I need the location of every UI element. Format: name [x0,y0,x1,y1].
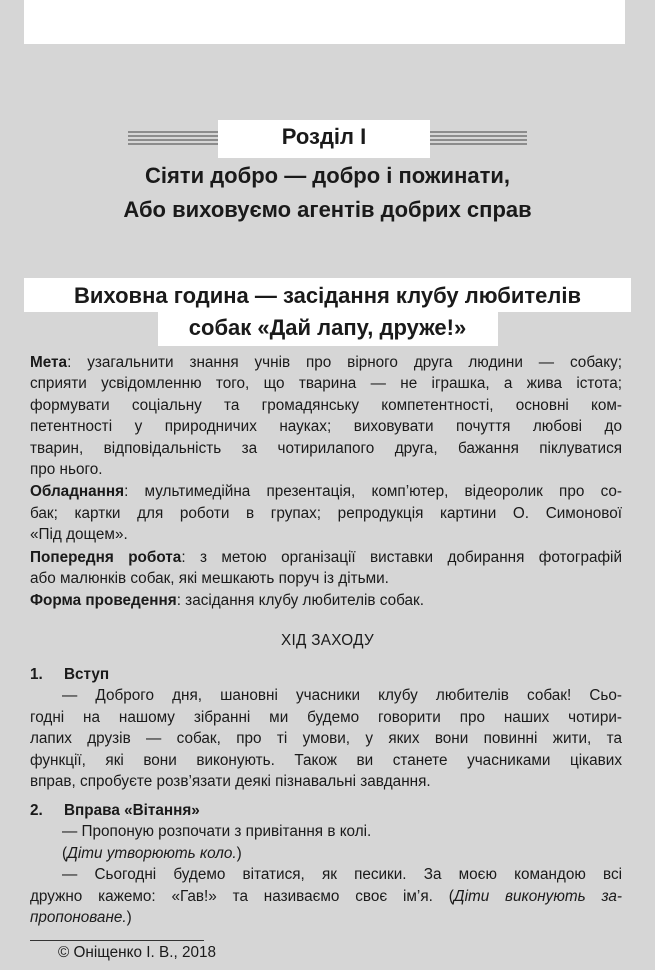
equipment-label: Обладнання [30,483,125,501]
item-1-heading [30,664,622,685]
lesson-title-line-2: собак «Дай лапу, друже!» [188,315,467,340]
item-2-number: 2. [30,802,43,819]
item-2-line-4: дружно кажемо: «Гав!» та називаємо своє ім’я. (Діти виконують за- [30,887,622,905]
aim-line-5: тварин, відповідальність за чотирилапого друга, бажання піклуватися [30,439,622,457]
equipment-line-3: «Під дощем». [30,526,128,544]
item-1-line-2: годні на нашому зібранні ми будемо говорити про наших чотири- [30,708,622,726]
item-2-line-1: — Пропоную розпочати з привітання в колі. [62,823,372,841]
item-2-heading [30,800,622,821]
item-2-line-2: (Діти утворюють коло.) [62,844,242,862]
equipment-paragraph [30,481,622,545]
prep-label: Попередня робота [30,548,182,566]
lesson-title-line-1: Виховна година — засідання клубу любителів [74,283,581,308]
section-label: Розділ І [281,124,367,149]
item-1-number: 1. [30,666,43,683]
item-2-line-3: — Сьогодні будемо вітатися, як песики. За моєю командою всі [62,866,622,884]
form-label: Форма проведення [30,592,177,610]
item-1-line-4: функції, які вони виконують. Також ви станете учасниками цікавих [30,751,622,769]
prep-line-2: або малюнків собак, які мешкають поруч із дітьми. [30,570,389,588]
course-item-1 [30,664,622,792]
form-text: : засідання клубу любителів собак. [176,592,424,610]
form-paragraph [30,590,622,611]
aim-line-1: : узагальнити знання учнів про вірного друга людини — собаку; [67,354,622,371]
footer-rule [30,940,204,941]
aim-line-2: сприяти усвідомленню того, що тварина — не іграшка, а жива істота; [30,375,622,393]
aim-label: Мета [30,354,68,371]
item-1-line-1: — Доброго дня, шановні учасники клубу любителів собак! Сьо- [62,687,622,705]
chapter-title-line-1: Сіяти добро — добро і пожинати, [144,163,511,188]
item-1-line-5: вправ, спробуєте розв’язати деякі пізнавальні завдання. [30,773,431,791]
aim-paragraph [30,352,622,480]
course-item-2 [30,800,622,928]
copyright-text: © Оніщенко І. В., 2018 [58,944,216,961]
item-1-line-3: лапих друзів — собак, про ті умови, у яких вони повинні жити, та [30,730,622,748]
meta-block [30,352,622,613]
prep-paragraph [30,547,622,590]
item-2-line-5: пропоноване.) [30,909,132,927]
equipment-line-1: : мультимедійна презентація, комп’ютер, відеоролик про со- [124,483,622,501]
prep-line-1: : з метою організації виставки добирання фотографій [181,548,622,566]
item-1-title: Вступ [64,666,110,683]
aim-line-6: про нього. [30,461,103,479]
course-heading: ХІД ЗАХОДУ [280,632,374,649]
aim-line-4: петентності у природничих науках; виховувати почуття любові до [30,418,622,436]
equipment-line-2: бак; картки для роботи в групах; репродукція картини О. Симонової [30,504,622,522]
chapter-title-line-2: Або виховуємо агентів добрих справ [123,197,532,222]
item-2-title: Вправа «Вітання» [64,802,200,819]
aim-line-3: формувати соціальну та громадянську компетентності, основні ком- [30,396,622,414]
